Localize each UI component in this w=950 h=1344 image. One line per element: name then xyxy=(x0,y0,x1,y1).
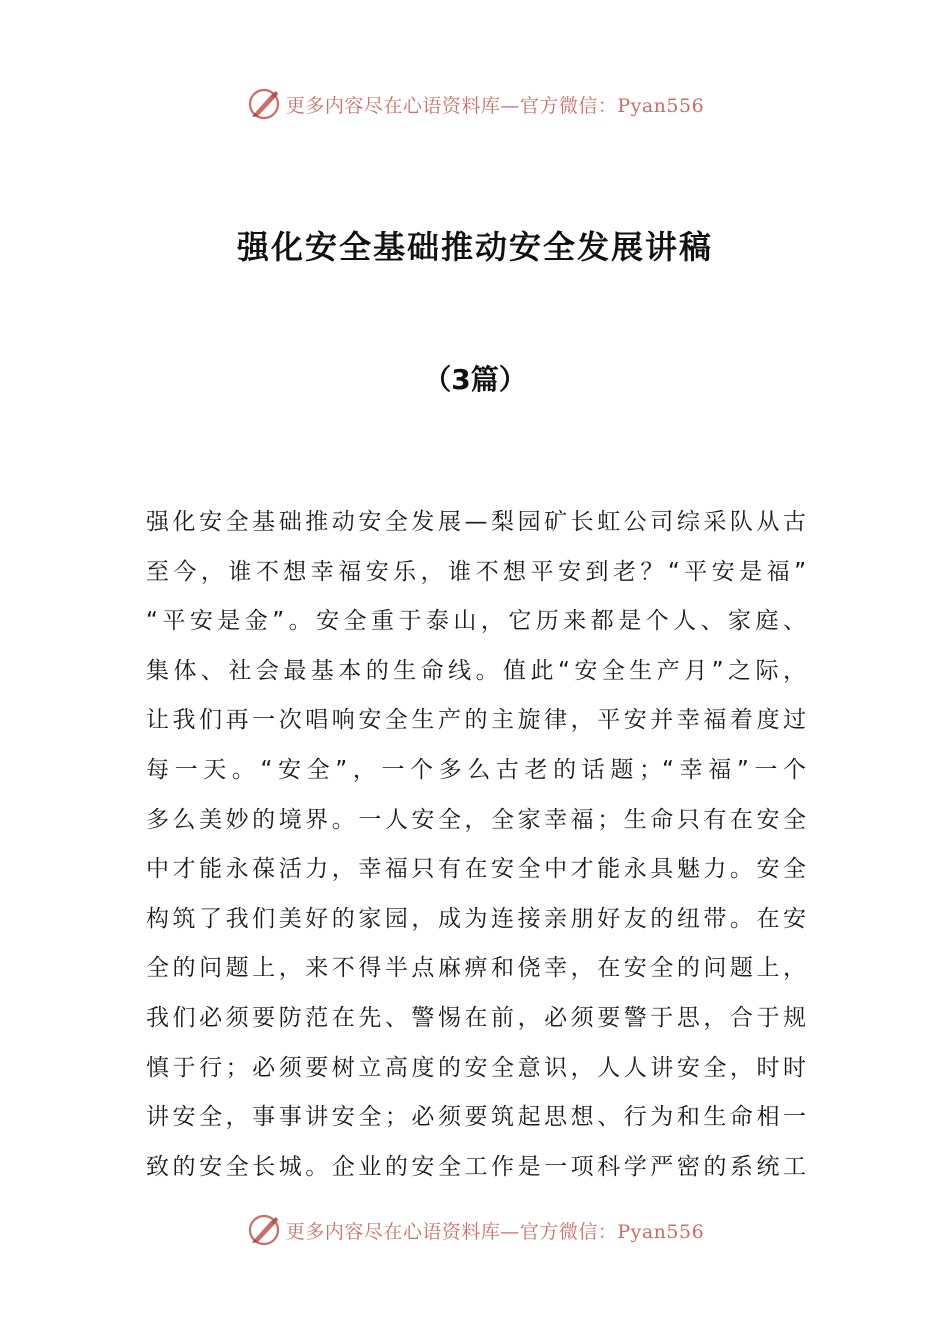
body-line: 全的问题上，来不得半点麻痹和侥幸，在安全的问题上， xyxy=(146,955,806,982)
pen-logo-icon xyxy=(246,86,282,122)
document-body xyxy=(146,498,806,1192)
body-line: 强化安全基础推动安全发展—梨园矿长虹公司综采队从古 xyxy=(146,509,806,535)
body-line: 集体、社会最基本的生命线。值此“安全生产月”之际， xyxy=(146,657,806,684)
body-line: 构筑了我们美好的家园，成为连接亲朋好友的纽带。在安 xyxy=(146,905,806,932)
body-line: 讲安全，事事讲安全；必须要筑起思想、行为和生命相一 xyxy=(146,1104,806,1131)
header-watermark xyxy=(0,84,950,124)
body-line: “平安是金”。安全重于泰山，它历来都是个人、家庭、 xyxy=(146,608,806,635)
body-line: 每一天。“安全”，一个多么古老的话题；“幸福”一个 xyxy=(146,756,806,783)
body-line: 致的安全长城。企业的安全工作是一项科学严密的系统工 xyxy=(146,1153,806,1180)
document-title: 强化安全基础推动安全发展讲稿 xyxy=(236,228,713,266)
watermark-text: 更多内容尽在心语资料库—官方微信：Pyan556 xyxy=(285,94,705,117)
footer-watermark xyxy=(0,1210,950,1250)
body-line: 我们必须要防范在先、警惕在前，必须要警于思，合于规 xyxy=(146,1004,806,1031)
pen-logo-icon xyxy=(246,1212,282,1248)
body-line: 中才能永葆活力，幸福只有在安全中才能永具魅力。安全 xyxy=(146,856,806,883)
body-line: 多么美妙的境界。一人安全，全家幸福；生命只有在安全 xyxy=(146,806,806,833)
body-line: 让我们再一次唱响安全生产的主旋律，平安并幸福着度过 xyxy=(146,707,806,734)
body-line: 至今，谁不想幸福安乐，谁不想平安到老？“平安是福” xyxy=(146,558,806,585)
body-line: 慎于行；必须要树立高度的安全意识，人人讲安全，时时 xyxy=(146,1054,806,1081)
watermark-text: 更多内容尽在心语资料库—官方微信：Pyan556 xyxy=(285,1220,705,1243)
document-subtitle: （3篇） xyxy=(423,363,527,396)
